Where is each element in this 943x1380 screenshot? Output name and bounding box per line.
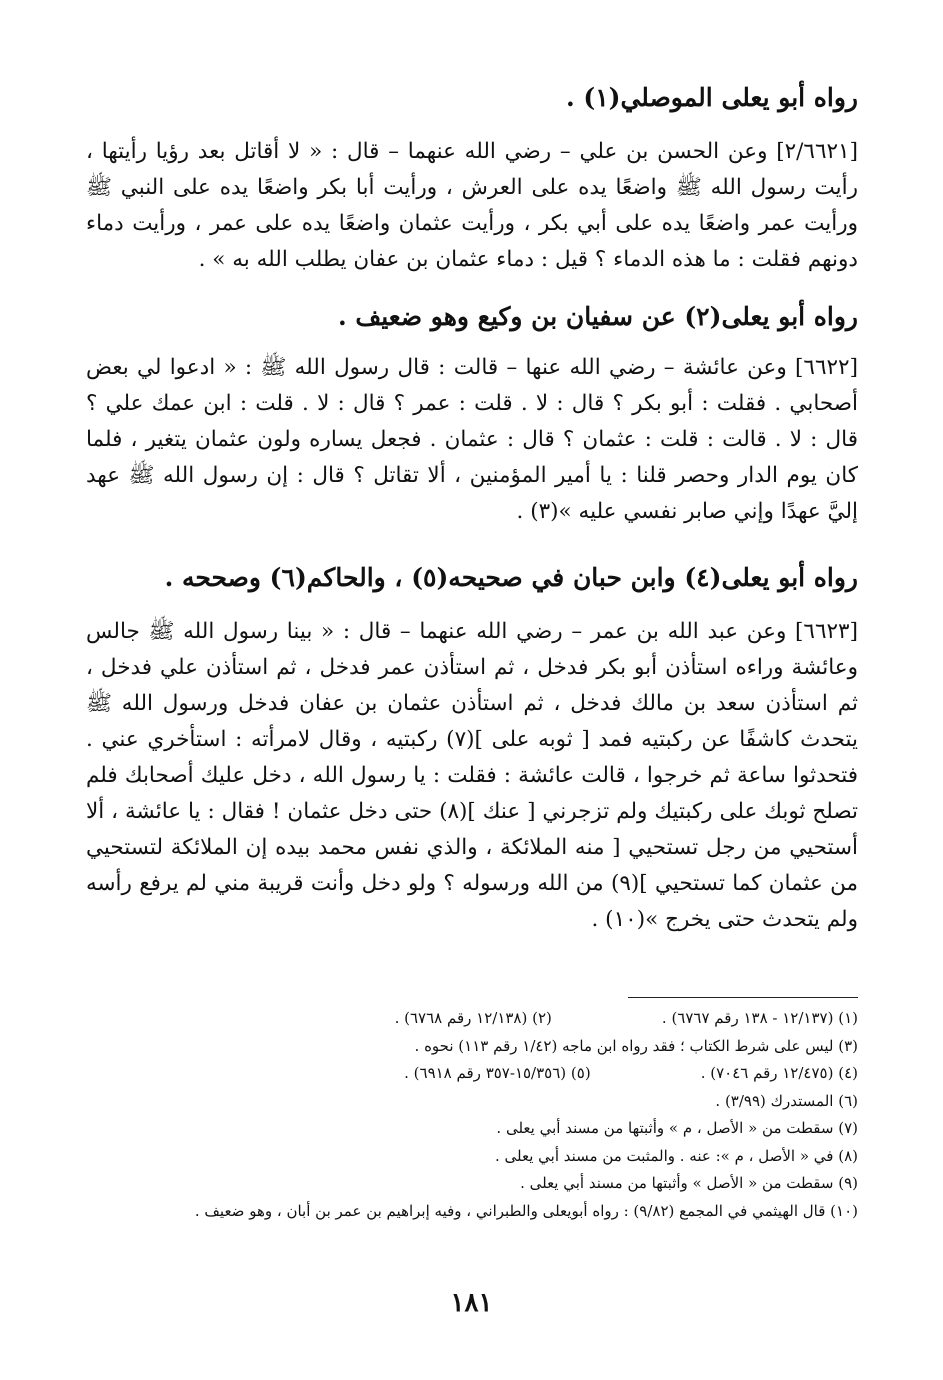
footnote-10: (١٠) قال الهيثمي في المجمع (٩/٨٢) : رواه أبويعلى والطبراني ، وفيه إبراهيم بن عمر بن أبان ، وهو ضعيف . — [194, 1201, 858, 1220]
footnote-row-1-2 — [78, 1005, 858, 1033]
footnote-4: (٤) (١٢/٤٧٥ رقم ٧٠٤٦) . — [700, 1064, 858, 1082]
footnote-5: (٥) (١٥/٣٥٦-٣٥٧ رقم ٦٩١٨) . — [404, 1064, 591, 1082]
hadith-6623: [٦٦٢٣] وعن عبد الله بن عمر – رضي الله عنهما – قال : « بينا رسول الله ﷺ جالس وعائشة وراءه استأذن أبو بكر فدخل ، ثم استأذن عمر فدخل ، ثم استأذن علي فدخل ، ثم استأذن سعد بن مالك فدخل ، ثم استأذن عثمان بن عفان فدخل ورسول الله ﷺ يتحدث كاشفًا عن ركبتيه فمد [ ثوبه على ](٧) ركبتيه ، وقال لامرأته : استأخري عني . فتحدثوا ساعة ثم خرجوا ، قالت عائشة : فقلت : يا رسول الله ، دخل عليك أصحابك فلم تصلح ثوبك على ركبتيك ولم تزجرني [ عنك ](٨) حتى دخل عثمان ! فقال : يا عائشة ، ألا أستحيي من رجل تستحيي [ منه الملائكة ، والذي نفس محمد بيده إن الملائكة لتستحيي من عثمان كما تستحيي ](٩) من الله ورسوله ؟ ولو دخل وأنت قريبة مني لم يرفع رأسه ولم يتحدث حتى يخرج »(١٠) . — [86, 619, 858, 932]
hadith-6622: [٦٦٢٢] وعن عائشة – رضي الله عنها – قالت : قال رسول الله ﷺ : « ادعوا لي بعض أصحابي . فقلت : أبو بكر ؟ قال : لا . قلت : عمر ؟ قال : لا . قلت : ابن عمك علي ؟ قال : لا . قالت : قلت : عثمان ؟ قال : عثمان . فجعل يساره ولون عثمان يتغير ، فلما كان يوم الدار وحصر قلنا : يا أمير المؤمنين ، ألا تقاتل ؟ قال : إن رسول الله ﷺ عهد إليَّ عهدًا وإني صابر نفسي عليه »(٣) . — [86, 355, 858, 524]
hadith-6621: [٢/٦٦٢١] وعن الحسن بن علي – رضي الله عنهما – قال : « لا أقاتل بعد رؤيا رأيتها ، رأيت رسول الله ﷺ واضعًا يده على العرش ، ورأيت أبا بكر واضعًا يده على النبي ﷺ ورأيت عمر واضعًا يده على أبي بكر ، ورأيت عثمان واضعًا يده على عمر ، ورأيت دماء دونهم فقلت : ما هذه الدماء ؟ قيل : دماء عثمان بن عفان يطلب الله به » . — [86, 139, 858, 272]
footnote-row-4-5 — [78, 1060, 858, 1088]
narration-note-2: رواه أبو يعلى(٢) عن سفيان بن وكيع وهو ضعيف . — [337, 302, 858, 331]
footnote-6: (٦) المستدرك (٣/٩٩) . — [715, 1091, 858, 1110]
narration-note-3: رواه أبو يعلى(٤) وابن حبان في صحيحه(٥) ، والحاكم(٦) وصححه . — [164, 563, 858, 592]
footnotes — [78, 1005, 858, 1225]
footnote-2: (٢) (١٢/١٣٨ رقم ٦٧٦٨) . — [394, 1009, 552, 1027]
footnote-separator — [628, 997, 858, 998]
footnote-3: (٣) ليس على شرط الكتاب ؛ فقد رواه ابن ماجه (١/٤٢ رقم ١١٣) نحوه . — [414, 1036, 858, 1055]
footnote-7: (٧) سقطت من « الأصل ، م » وأثبتها من مسند أبي يعلى . — [496, 1119, 858, 1137]
footnote-8: (٨) في « الأصل ، م »: عنه . والمثبت من مسند أبي يعلى . — [494, 1146, 858, 1165]
footnote-1: (١) (١٢/١٣٧ - ١٣٨ رقم ٦٧٦٧) . — [661, 1009, 858, 1027]
footnote-9: (٩) سقطت من « الأصل » وأثبتها من مسند أبي يعلى . — [520, 1174, 858, 1192]
page-number: ١٨١ — [450, 1288, 493, 1318]
narration-note-1: رواه أبو يعلى الموصلي(١) . — [565, 83, 858, 112]
